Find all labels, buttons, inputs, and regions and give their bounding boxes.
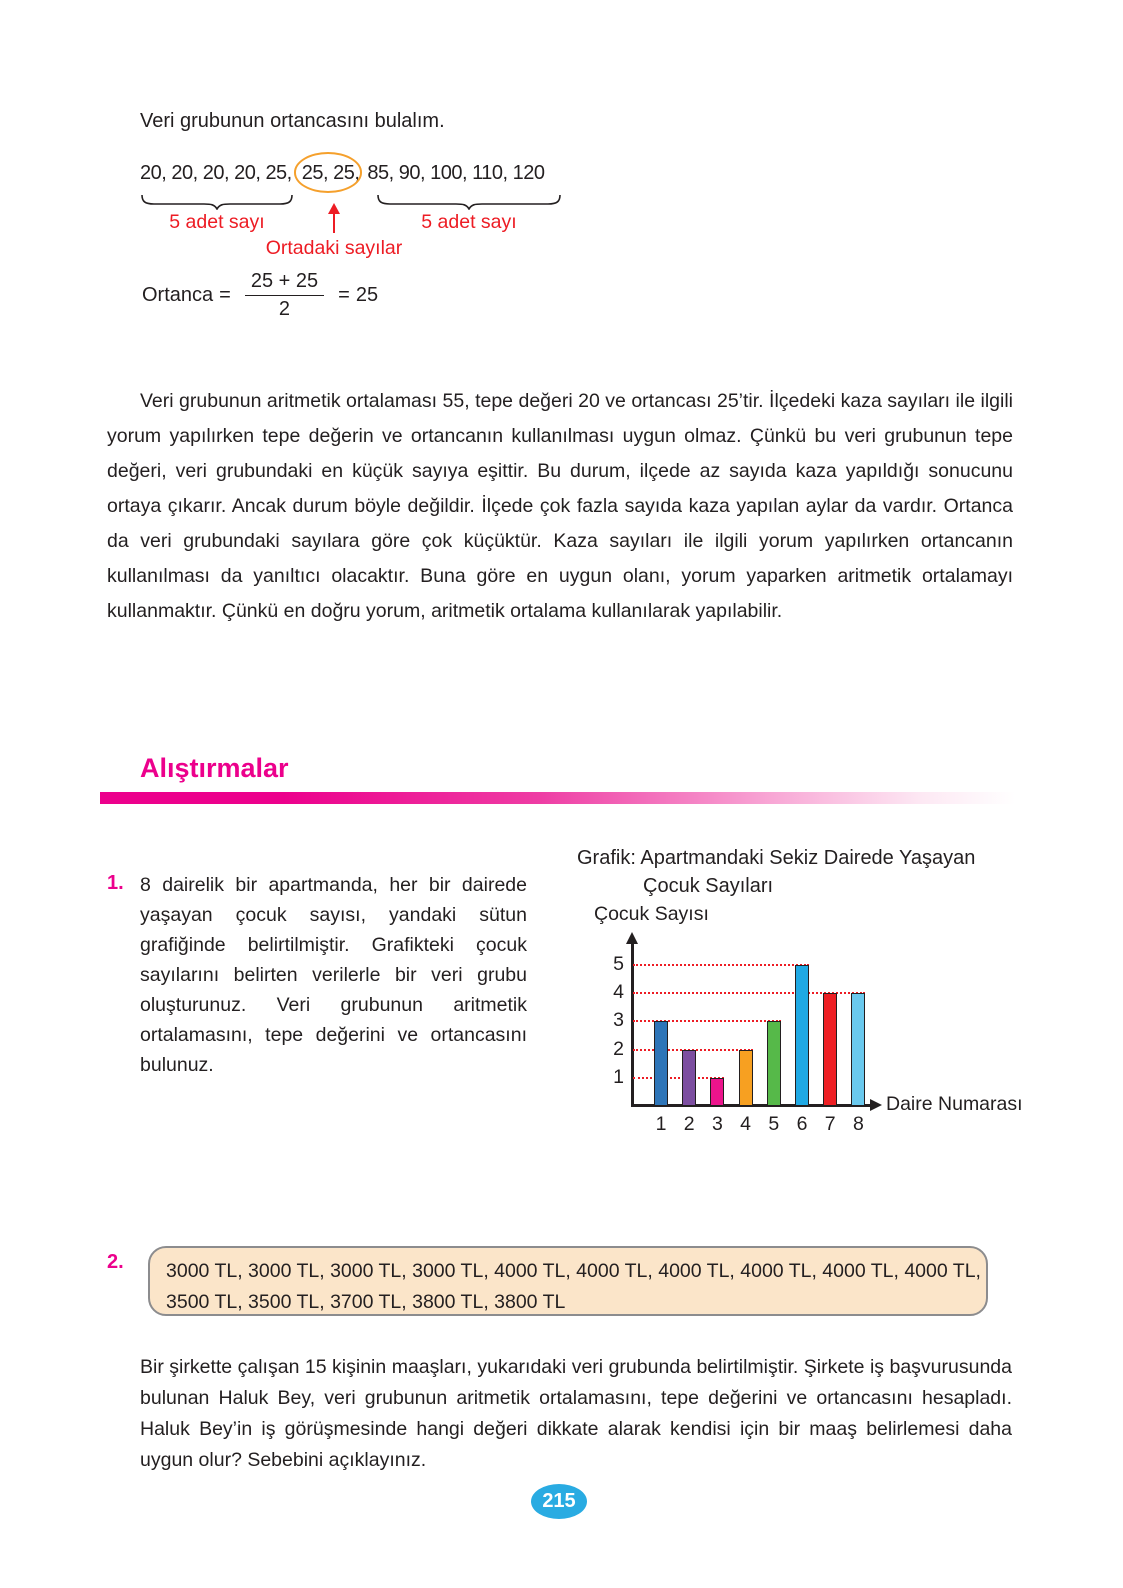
chart-xtick-label: 8 [852,1113,864,1135]
right-count-label: 5 adet sayı [421,211,517,233]
chart-xtick-label: 7 [824,1113,836,1135]
chart-bar [767,1021,781,1106]
arrow-up-icon [327,203,341,233]
chart-ytick-label: 3 [613,1009,624,1032]
formula-equals-2: = [338,284,350,306]
sequence-left: 20, 20, 20, 20, 25, [140,162,292,184]
chart-xtick-label: 5 [768,1113,780,1135]
fraction-denominator: 2 [278,298,291,320]
underbrace-left [141,194,293,210]
chart-ytick-label: 1 [613,1065,624,1088]
underbrace-right [377,194,561,210]
formula-result: 25 [355,284,379,306]
page-number-badge: 215 [531,1484,587,1519]
highlight-ellipse [294,152,363,193]
median-formula [142,270,378,321]
chart-bar [851,993,865,1106]
chart-xtick-label: 6 [796,1113,808,1135]
commentary-paragraph: Veri grubunun aritmetik ortalaması 55, tepe değeri 20 ve ortancası 25’tir. İlçedeki kaza sayıları ile ilgili yorum yapılırken tepe değerin ve ortancanın kullanılması uygun olmaz. Çünkü bu veri grubunun tepe değeri, veri grubundaki en küçük sayıya eşittir. Bu durum, ilçede az sayıda kaza yapıldığı sonucunu ortaya çıkarır. Ancak durum böyle değildir. İlçede çok fazla sayıda kaza yapılan aylar da vardır. Ortanca da veri grubundaki sayılara göre çok küçüktür. Kaza sayıları ile ilgili yorum yapılırken ortancanın kullanılması da yanıltıcı olacaktır. Buna göre en uygun olanı, yorum yaparken aritmetik ortalamayı kullanmaktır. Çünkü en doğru yorum, aritmetik ortalama kullanılarak yapılabilir. [107,390,1013,622]
chart-ytick-label: 2 [613,1037,624,1060]
chart-xtick-label: 4 [740,1113,752,1135]
x-axis-arrow-icon [870,1099,882,1111]
exercise2-data-box [148,1246,988,1316]
middle-numbers-label: Ortadaki sayılar [265,237,403,259]
chart-bar [710,1078,724,1106]
chart-ytick-label: 4 [613,981,624,1004]
chart-bar [682,1050,696,1106]
number-sequence [140,162,545,185]
chart-bar [654,1021,668,1106]
chart-x-axis-label: Daire Numarası [886,1093,1023,1115]
formula-lhs: Ortanca [142,284,214,306]
sequence-right: 85, 90, 100, 110, 120 [367,162,545,184]
chart-ytick-label: 5 [613,953,624,975]
bar-chart [612,933,1052,1148]
intro-lead: Veri grubunun ortancasını bulalım. [140,110,445,132]
exercise1-number: 1. [107,872,124,894]
exercise2-paragraph: Bir şirkette çalışan 15 kişinin maaşları, yukarıdaki veri grubunda belirtilmiştir. Şirkete iş başvurusunda bulunan Haluk Bey, veri grubunun aritmetik ortalamasını, tepe değerini ve ortancasını hesapladı. Haluk Bey’in iş görüşmesinde hangi değeri dikkate alarak kendisi için bir maaş belirlemesi daha uygun olur? Sebebini açıklayınız. [140,1356,1012,1471]
data-box-line2: 3500 TL, 3500 TL, 3700 TL, 3800 TL, 3800 TL [166,1291,566,1313]
exercises-section-title: Alıştırmalar [140,753,289,783]
chart-bar [739,1050,753,1106]
exercise2-number: 2. [107,1251,124,1273]
chart-xtick-label: 1 [655,1113,667,1135]
chart-title-line1: Grafik: Apartmandaki Sekiz Dairede Yaşayan [577,847,976,869]
chart-xtick-label: 3 [711,1113,723,1135]
chart-title-line2: Çocuk Sayıları [643,875,774,897]
exercise1-text: 8 dairelik bir apartmanda, her bir dairede yaşayan çocuk sayısı, yandaki sütun grafiğinde belirtilmiştir. Grafikteki çocuk sayılarını belirten verilerle bir veri grubu oluşturunuz. Veri grubunun aritmetik ortalamasını, tepe değerini ve ortancasını bulunuz. [140,874,527,1076]
data-box-line1: 3000 TL, 3000 TL, 3000 TL, 3000 TL, 4000 TL, 4000 TL, 4000 TL, 4000 TL, 4000 TL, 4000 TL, [166,1260,981,1282]
formula-fraction [245,270,324,321]
left-count-label: 5 adet sayı [169,211,265,233]
chart-bar [795,965,809,1106]
chart-y-axis-label: Çocuk Sayısı [594,903,709,925]
formula-equals-1: = [219,284,231,306]
fraction-numerator: 25 + 25 [245,270,324,296]
chart-bar [823,993,837,1106]
chart-gridline [633,964,809,966]
exercises-divider [100,792,1015,804]
sequence-middle: 25, 25, [302,162,360,185]
chart-xtick-label: 2 [683,1113,695,1135]
